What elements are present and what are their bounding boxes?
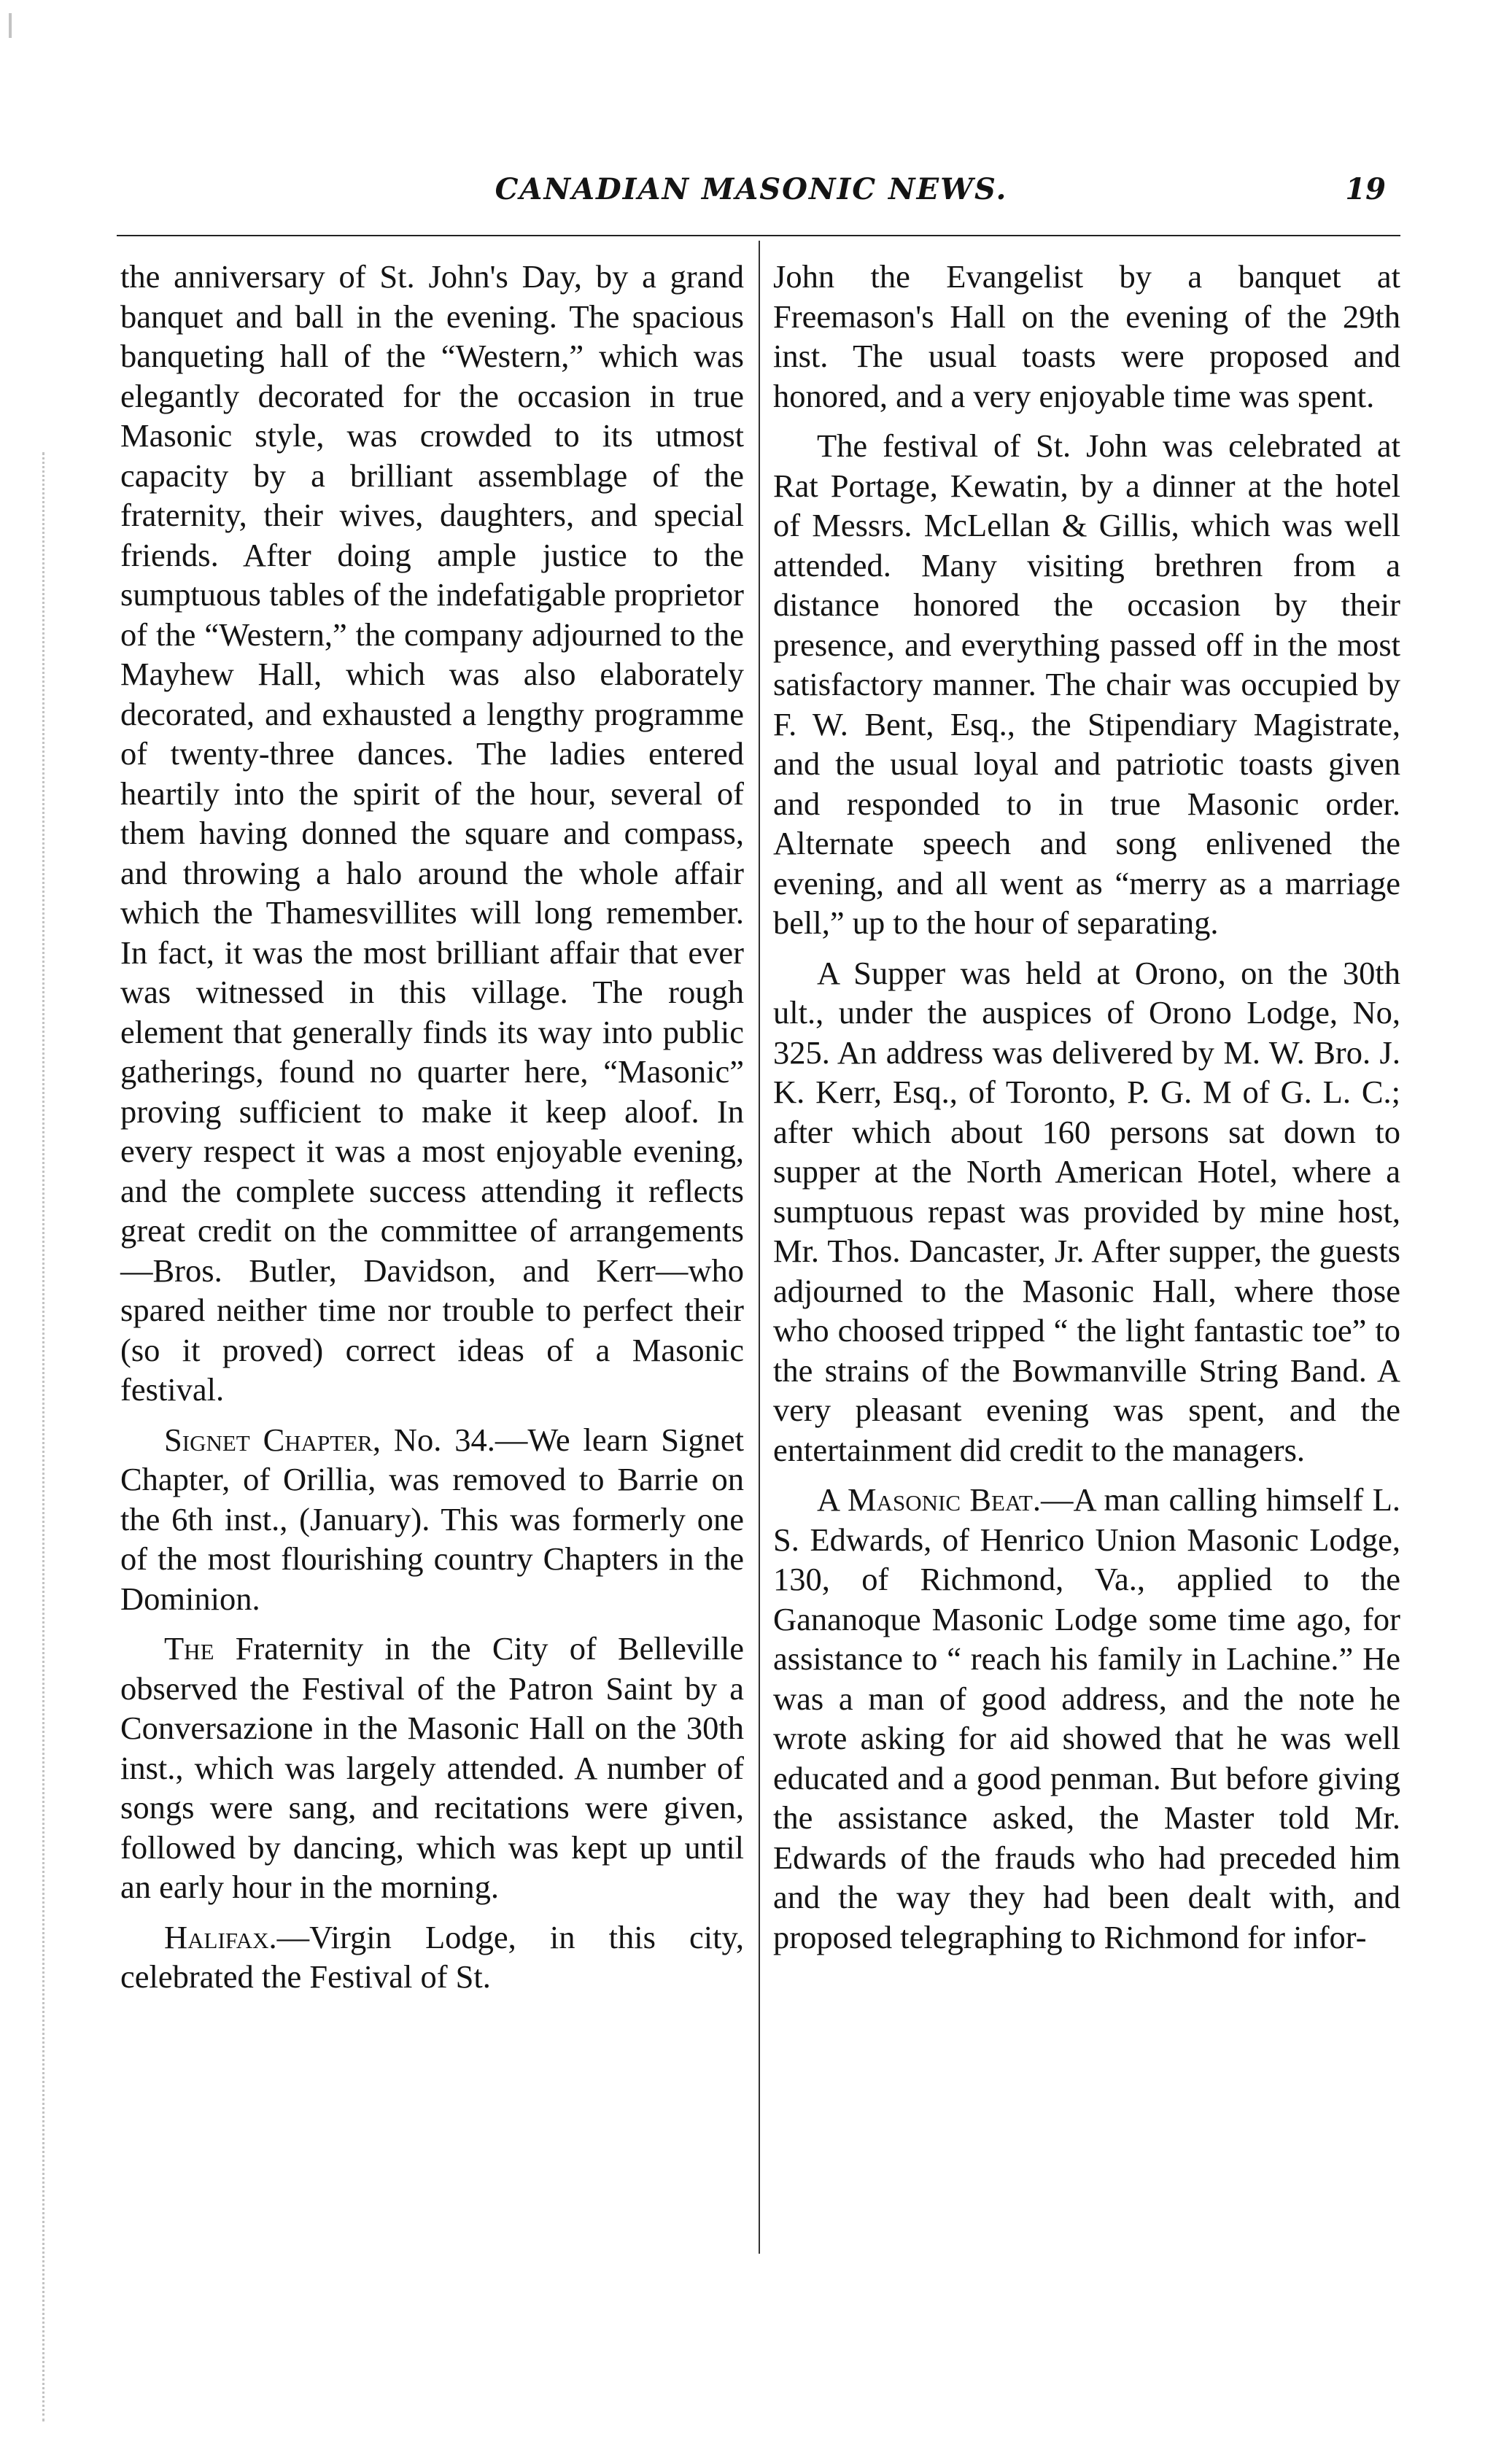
paragraph-text: the anniversary of St. John's Day, by a grand banquet and ball in the evening. The spacious banqueting hall of the “Western,” which was elegantly decorated for the occasion in true Masonic style, was crowded to its utmost capacity by a brilliant assemblage of the fraternity, their wives, daughters, and special friends. After doing ample justice to the sumptuous tables of the indefatigable proprietor of the “Western,” the company adjourned to the Mayhew Hall, which was also elaborately decorated, and exhausted a lengthy programme of twenty-three dances. The ladies entered heartily into the spirit of the hour, several of them having donned the square and compass, and throwing a halo around the whole affair which the Thamesvillites will long remember. In fact, it was the most brilliant affair that ever was witnessed in this village. The rough element that generally finds its way into public gatherings, found no quarter here, “Masonic” proving sufficient to make it keep aloof. In every respect it was a most enjoyable evening, and the complete success attending it reflects great credit on the committee of arrangements—Bros. Butler, Davidson, and Kerr—who spared neither time nor trouble to perfect their (so it proved) correct ideas of a Masonic festival. [120,258,744,1408]
paragraph-rat-portage [773,426,1400,943]
paragraph-lead: Halifax. [164,1918,277,1955]
running-title: CANADIAN MASONIC NEWS. [495,172,1008,206]
left-column [120,257,744,2007]
page-header [117,172,1386,216]
paragraph-lead: Signet Chapter, [164,1421,381,1458]
column-divider [759,241,760,2254]
paragraph-text: —A man calling himself L. S. Edwards, of Henrico Union Masonic Lodge, 130, of Richmond, Va., applied to the Gananoque Masonic Lodge some time ago, for assistance to “ reach his family in Lachine.” He was a man of good address, and the note he wrote asking for aid showed that he was well educated and a good penman. But before giving the assistance asked, the Master told Mr. Edwards of the frauds who had preceded him and the way they had been dealt with, and proposed telegraphing to Richmond for infor- [773,1481,1400,1955]
scan-speck [9,13,12,38]
paragraph-halifax-continued [773,257,1400,416]
paragraph-thamesville-festival [120,257,744,1410]
scan-edge-marks [42,452,52,2421]
paragraph-orono-supper [773,953,1400,1470]
paragraph-halifax [120,1917,744,1997]
paragraph-belleville [120,1629,744,1907]
header-rule [117,235,1400,236]
paragraph-text: Fraternity in the City of Belleville observed the Festival of the Patron Saint by a Conversazione in the Masonic Hall on the 30th inst., which was largely attended. A number of songs were sang, and recitations were given, followed by dancing, which was kept up until an early hour in the morning. [120,1630,744,1905]
page-number: 19 [1345,172,1386,206]
right-column [773,257,1400,1967]
paragraph-lead: A Masonic Beat. [817,1481,1041,1518]
paragraph-masonic-beat [773,1480,1400,1957]
paragraph-lead: The [164,1630,214,1667]
paragraph-text: A Supper was held at Orono, on the 30th ult., under the auspices of Orono Lodge, No, 325. An address was delivered by M. W. Bro. J. K. Kerr, Esq., of Toronto, P. G. M of G. L. C.; after which about 160 persons sat down to supper at the North American Hotel, where a sumptuous repast was provided by mine host, Mr. Thos. Dancaster, Jr. After supper, the guests adjourned to the Masonic Hall, where those who choosed tripped “ the light fantastic toe” to the strains of the Bowmanville String Band. A very pleasant evening was spent, and the entertainment did credit to the managers. [773,954,1400,1468]
paragraph-text: No. 34.—We learn Signet Chapter, of Orillia, was removed to Barrie on the 6th inst., (January). This was formerly one of the most flourishing country Chapters in the Dominion. [120,1421,744,1617]
paragraph-text: John the Evangelist by a banquet at Freemason's Hall on the evening of the 29th inst. The usual toasts were proposed and honored, and a very enjoyable time was spent. [773,258,1400,414]
paragraph-text: —Virgin Lodge, in this city, celebrated the Festival of St. [120,1918,744,1995]
paragraph-text: The festival of St. John was celebrated at Rat Portage, Kewatin, by a dinner at the hotel of Messrs. McLellan & Gillis, which was well attended. Many visiting brethren from a distance honored the occasion by their presence, and everything passed off in the most satisfactory manner. The chair was occupied by F. W. Bent, Esq., the Stipendiary Magistrate, and the usual loyal and patriotic toasts given and responded to in true Masonic order. Alternate speech and song enlivened the evening, and all went as “merry as a marriage bell,” up to the hour of separating. [773,427,1400,941]
paragraph-signet-chapter [120,1420,744,1619]
